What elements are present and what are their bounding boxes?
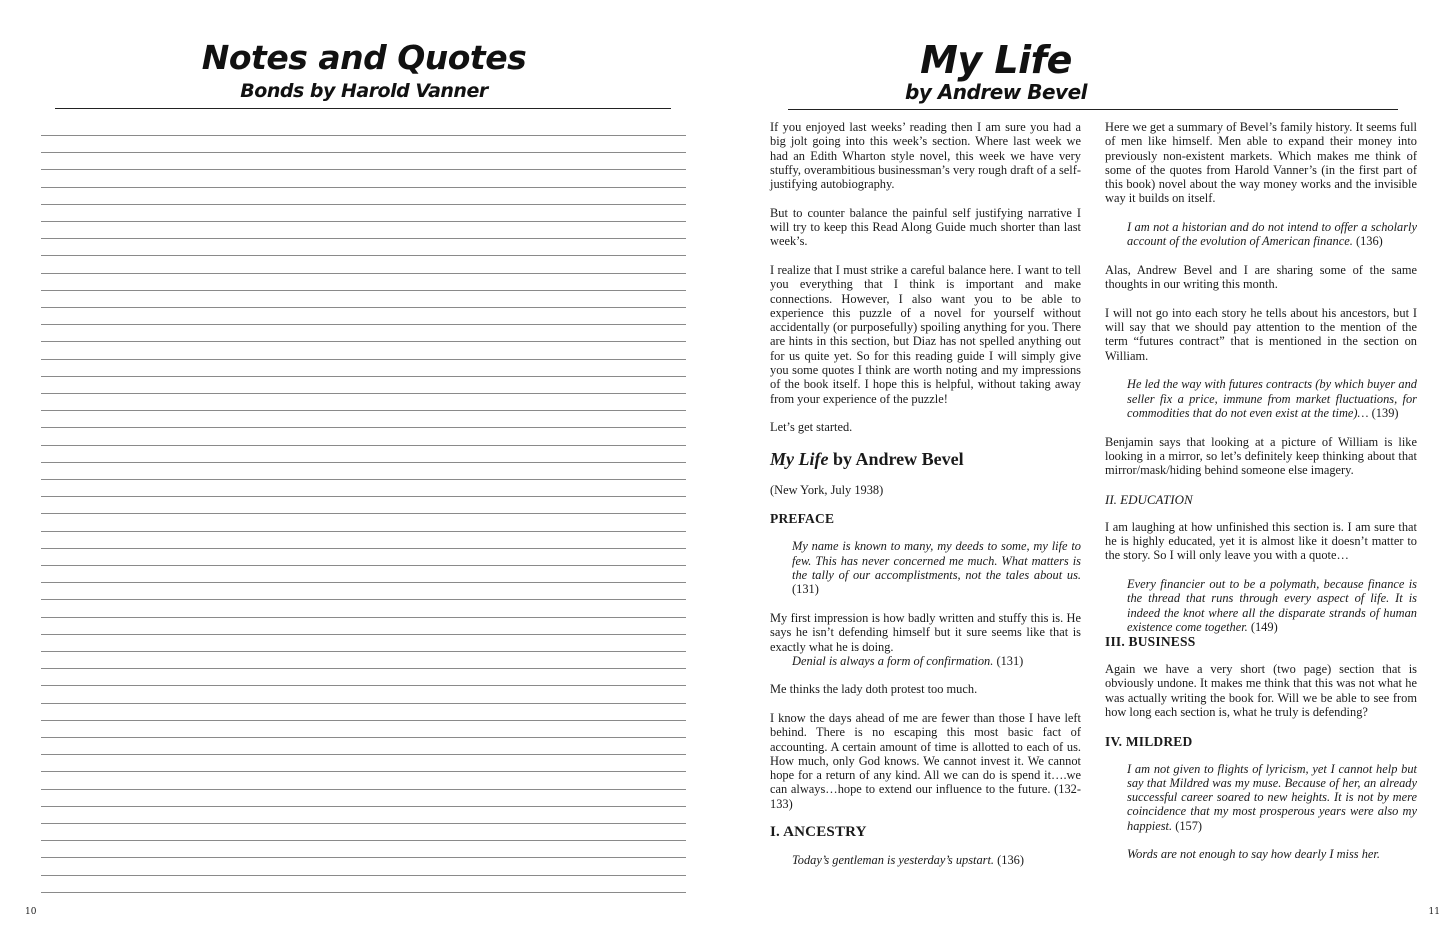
- quote-citation: (149): [1247, 619, 1278, 634]
- dateline: (New York, July 1938): [770, 482, 884, 497]
- ruled-line: [41, 599, 686, 600]
- ruled-line: [41, 359, 686, 360]
- book-title: My Life: [770, 448, 829, 469]
- paragraph: Here we get a summary of Bevel’s family history. It seems full of men like himself. Men able to expand their money into previously non-existent markets. Which makes me think of some of the quotes from Harold Vanner’s (in the first part of this book) novel about the way money works and the invisible way it builds on itself.: [1105, 120, 1417, 206]
- ruled-line: [41, 771, 686, 772]
- quote-text: I am not given to flights of lyricism, yet I cannot help but say that Mildred was my muse. Because of her, an already successful career soared to new heights. It is not by mere coincidence that my most prosperous years were also my happiest.: [1127, 761, 1417, 833]
- ruled-line: [41, 255, 686, 256]
- block-quote: [1127, 847, 1417, 861]
- ruled-line: [41, 823, 686, 824]
- block-quote: [792, 853, 1081, 867]
- ruled-line: [41, 668, 686, 669]
- ruled-line: [41, 840, 686, 841]
- ancestry-heading: I. ANCESTRY: [770, 824, 867, 841]
- quote-citation: (139): [1368, 405, 1399, 420]
- ruled-line: [41, 634, 686, 635]
- quote-citation: (131): [792, 582, 819, 597]
- ruled-line: [41, 445, 686, 446]
- paragraph: Alas, Andrew Bevel and I are sharing some of the same thoughts in our writing this month.: [1105, 262, 1417, 292]
- ruled-line: [41, 737, 686, 738]
- block-quote: [792, 539, 1081, 596]
- ruled-line: [41, 651, 686, 652]
- block-quote: [1127, 577, 1417, 634]
- paragraph: I am laughing at how unfinished this section is. I am sure that he is highly educated, yet it is almost like it doesn’t matter to the story. So I will only leave you with a quote…: [1105, 519, 1417, 563]
- paragraph: Again we have a very short (two page) section that is obviously undone. It makes me think that this was not what he was actually writing the book for. Will we be able to see from how long each section is, what he truly is defending?: [1105, 662, 1417, 719]
- paragraph: I know the days ahead of me are fewer than those I have left behind. There is no escaping this most basic fact of accounting. A certain amount of time is allotted to each of us. How much, only God knows. We cannot invest it. We cannot hope for a return of any kind. All we can do is spend it….we can always…hope to extend our influence to the future. (132-133): [770, 710, 1081, 811]
- quote-text: My name is known to many, my deeds to some, my life to few. This has never concerned me much. What matters is the tally of our accomplistments, not the tales about us.: [792, 539, 1081, 583]
- ruled-line: [41, 324, 686, 325]
- block-quote: [1127, 762, 1417, 833]
- mildred-heading: IV. MILDRED: [1105, 733, 1193, 749]
- ruled-line: [41, 204, 686, 205]
- quote-text: Denial is always a form of confirmation.: [792, 653, 994, 668]
- ruled-line: [41, 720, 686, 721]
- quote-citation: (131): [993, 653, 1024, 668]
- ruled-line: [41, 410, 686, 411]
- article-page-subtitle: by Andrew Bevel: [905, 80, 1087, 104]
- block-quote: [1127, 377, 1417, 420]
- business-heading: III. BUSINESS: [1105, 634, 1196, 650]
- ruled-line: [41, 462, 686, 463]
- ruled-line: [41, 806, 686, 807]
- quote-citation: (157): [1172, 818, 1203, 833]
- ruled-line: [41, 376, 686, 377]
- ruled-line: [41, 789, 686, 790]
- ruled-line: [41, 393, 686, 394]
- ruled-line: [41, 135, 686, 136]
- article-page-title: My Life: [920, 38, 1072, 82]
- ruled-line: [41, 238, 686, 239]
- paragraph: I realize that I must strike a careful balance here. I want to tell you everything that I think is important and make connections. However, I also want you to be able to experience this puzzle of a novel for yourself without accidentally (or purposefully) spoiling anything for you. There are hints in this section, but Diaz has not spelled anything out for us quite yet. So for this reading guide I will simply give you some quotes I think are worth noting and my impressions of the book itself. I hope this is helpful, without taking away from your experience of the puzzle!: [770, 262, 1081, 406]
- paragraph: Me thinks the lady doth protest too much.: [770, 682, 978, 697]
- paragraph: I will not go into each story he tells about his ancestors, but I will say that we should pay attention to the mention of the term “futures contract” that is mentioned in the section on William.: [1105, 305, 1417, 363]
- ruled-line: [41, 169, 686, 170]
- ruled-line: [41, 857, 686, 858]
- ruled-line: [41, 341, 686, 342]
- quote-text: Words are not enough to say how dearly I miss her.: [1127, 847, 1380, 862]
- paragraph: Let’s get started.: [770, 420, 853, 435]
- section-heading: [770, 449, 1081, 469]
- ruled-line: [41, 754, 686, 755]
- education-heading: II. EDUCATION: [1105, 491, 1193, 507]
- ruled-line: [41, 685, 686, 686]
- block-quote: [792, 654, 1081, 668]
- ruled-line: [41, 187, 686, 188]
- block-quote: [1127, 220, 1417, 249]
- ruled-line: [41, 307, 686, 308]
- notes-ruled-area: [41, 120, 686, 900]
- ruled-line: [41, 892, 686, 893]
- ruled-line: [41, 565, 686, 566]
- heading-author: by Andrew Bevel: [828, 448, 964, 469]
- title-rule: [788, 109, 1398, 110]
- ruled-line: [41, 531, 686, 532]
- quote-text: Every financier out to be a polymath, because finance is the thread that runs through every aspect of life. It is indeed the knot where all the disparate strands of human existence come together.: [1127, 576, 1417, 634]
- right-page: [728, 0, 1456, 940]
- notes-page-title: Notes and Quotes: [201, 38, 527, 77]
- paragraph: Benjamin says that looking at a picture of William is like looking in a mirror, so let’s definitely keep thinking about that mirror/mask/hiding behind someone else imagery.: [1105, 434, 1417, 478]
- ruled-line: [41, 427, 686, 428]
- page-number: 11: [1428, 907, 1440, 917]
- ruled-line: [41, 703, 686, 704]
- ruled-line: [41, 496, 686, 497]
- quote-text: I am not a historian and do not intend to offer a scholarly account of the evolution of American finance.: [1127, 220, 1417, 249]
- text-column-left: [770, 120, 1081, 882]
- quote-citation: (136): [1352, 234, 1383, 249]
- ruled-line: [41, 221, 686, 222]
- title-rule: [55, 108, 671, 109]
- ruled-line: [41, 273, 686, 274]
- ruled-line: [41, 582, 686, 583]
- ruled-line: [41, 513, 686, 514]
- quote-citation: (136): [994, 853, 1024, 868]
- ruled-line: [41, 617, 686, 618]
- page-number: 10: [25, 907, 37, 917]
- ruled-line: [41, 548, 686, 549]
- ruled-line: [41, 290, 686, 291]
- preface-heading: PREFACE: [770, 511, 835, 527]
- ruled-line: [41, 479, 686, 480]
- ruled-line: [41, 875, 686, 876]
- quote-text: Today’s gentleman is yesterday’s upstart.: [792, 853, 995, 868]
- text-column-right: [1105, 120, 1417, 876]
- paragraph: My first impression is how badly written and stuffy this is. He says he isn’t defending himself but it sure seems like that is exactly what he is doing.: [770, 610, 1081, 654]
- paragraph: If you enjoyed last weeks’ reading then I am sure you had a big jolt going into this week’s section. Where last week we had an Edith Wharton style novel, this week we have very stuffy, overambitious businessman’s very rough draft of a self-justifying autobiography.: [770, 120, 1081, 192]
- quote-text: He led the way with futures contracts (by which buyer and seller fix a price, immune from market fluctuations, for commodities that do not even exist at the time)…: [1127, 377, 1417, 420]
- notes-page-subtitle: Bonds by Harold Vanner: [240, 80, 488, 102]
- ruled-line: [41, 152, 686, 153]
- paragraph: But to counter balance the painful self justifying narrative I will try to keep this Read Along Guide much shorter than last week’s.: [770, 205, 1081, 249]
